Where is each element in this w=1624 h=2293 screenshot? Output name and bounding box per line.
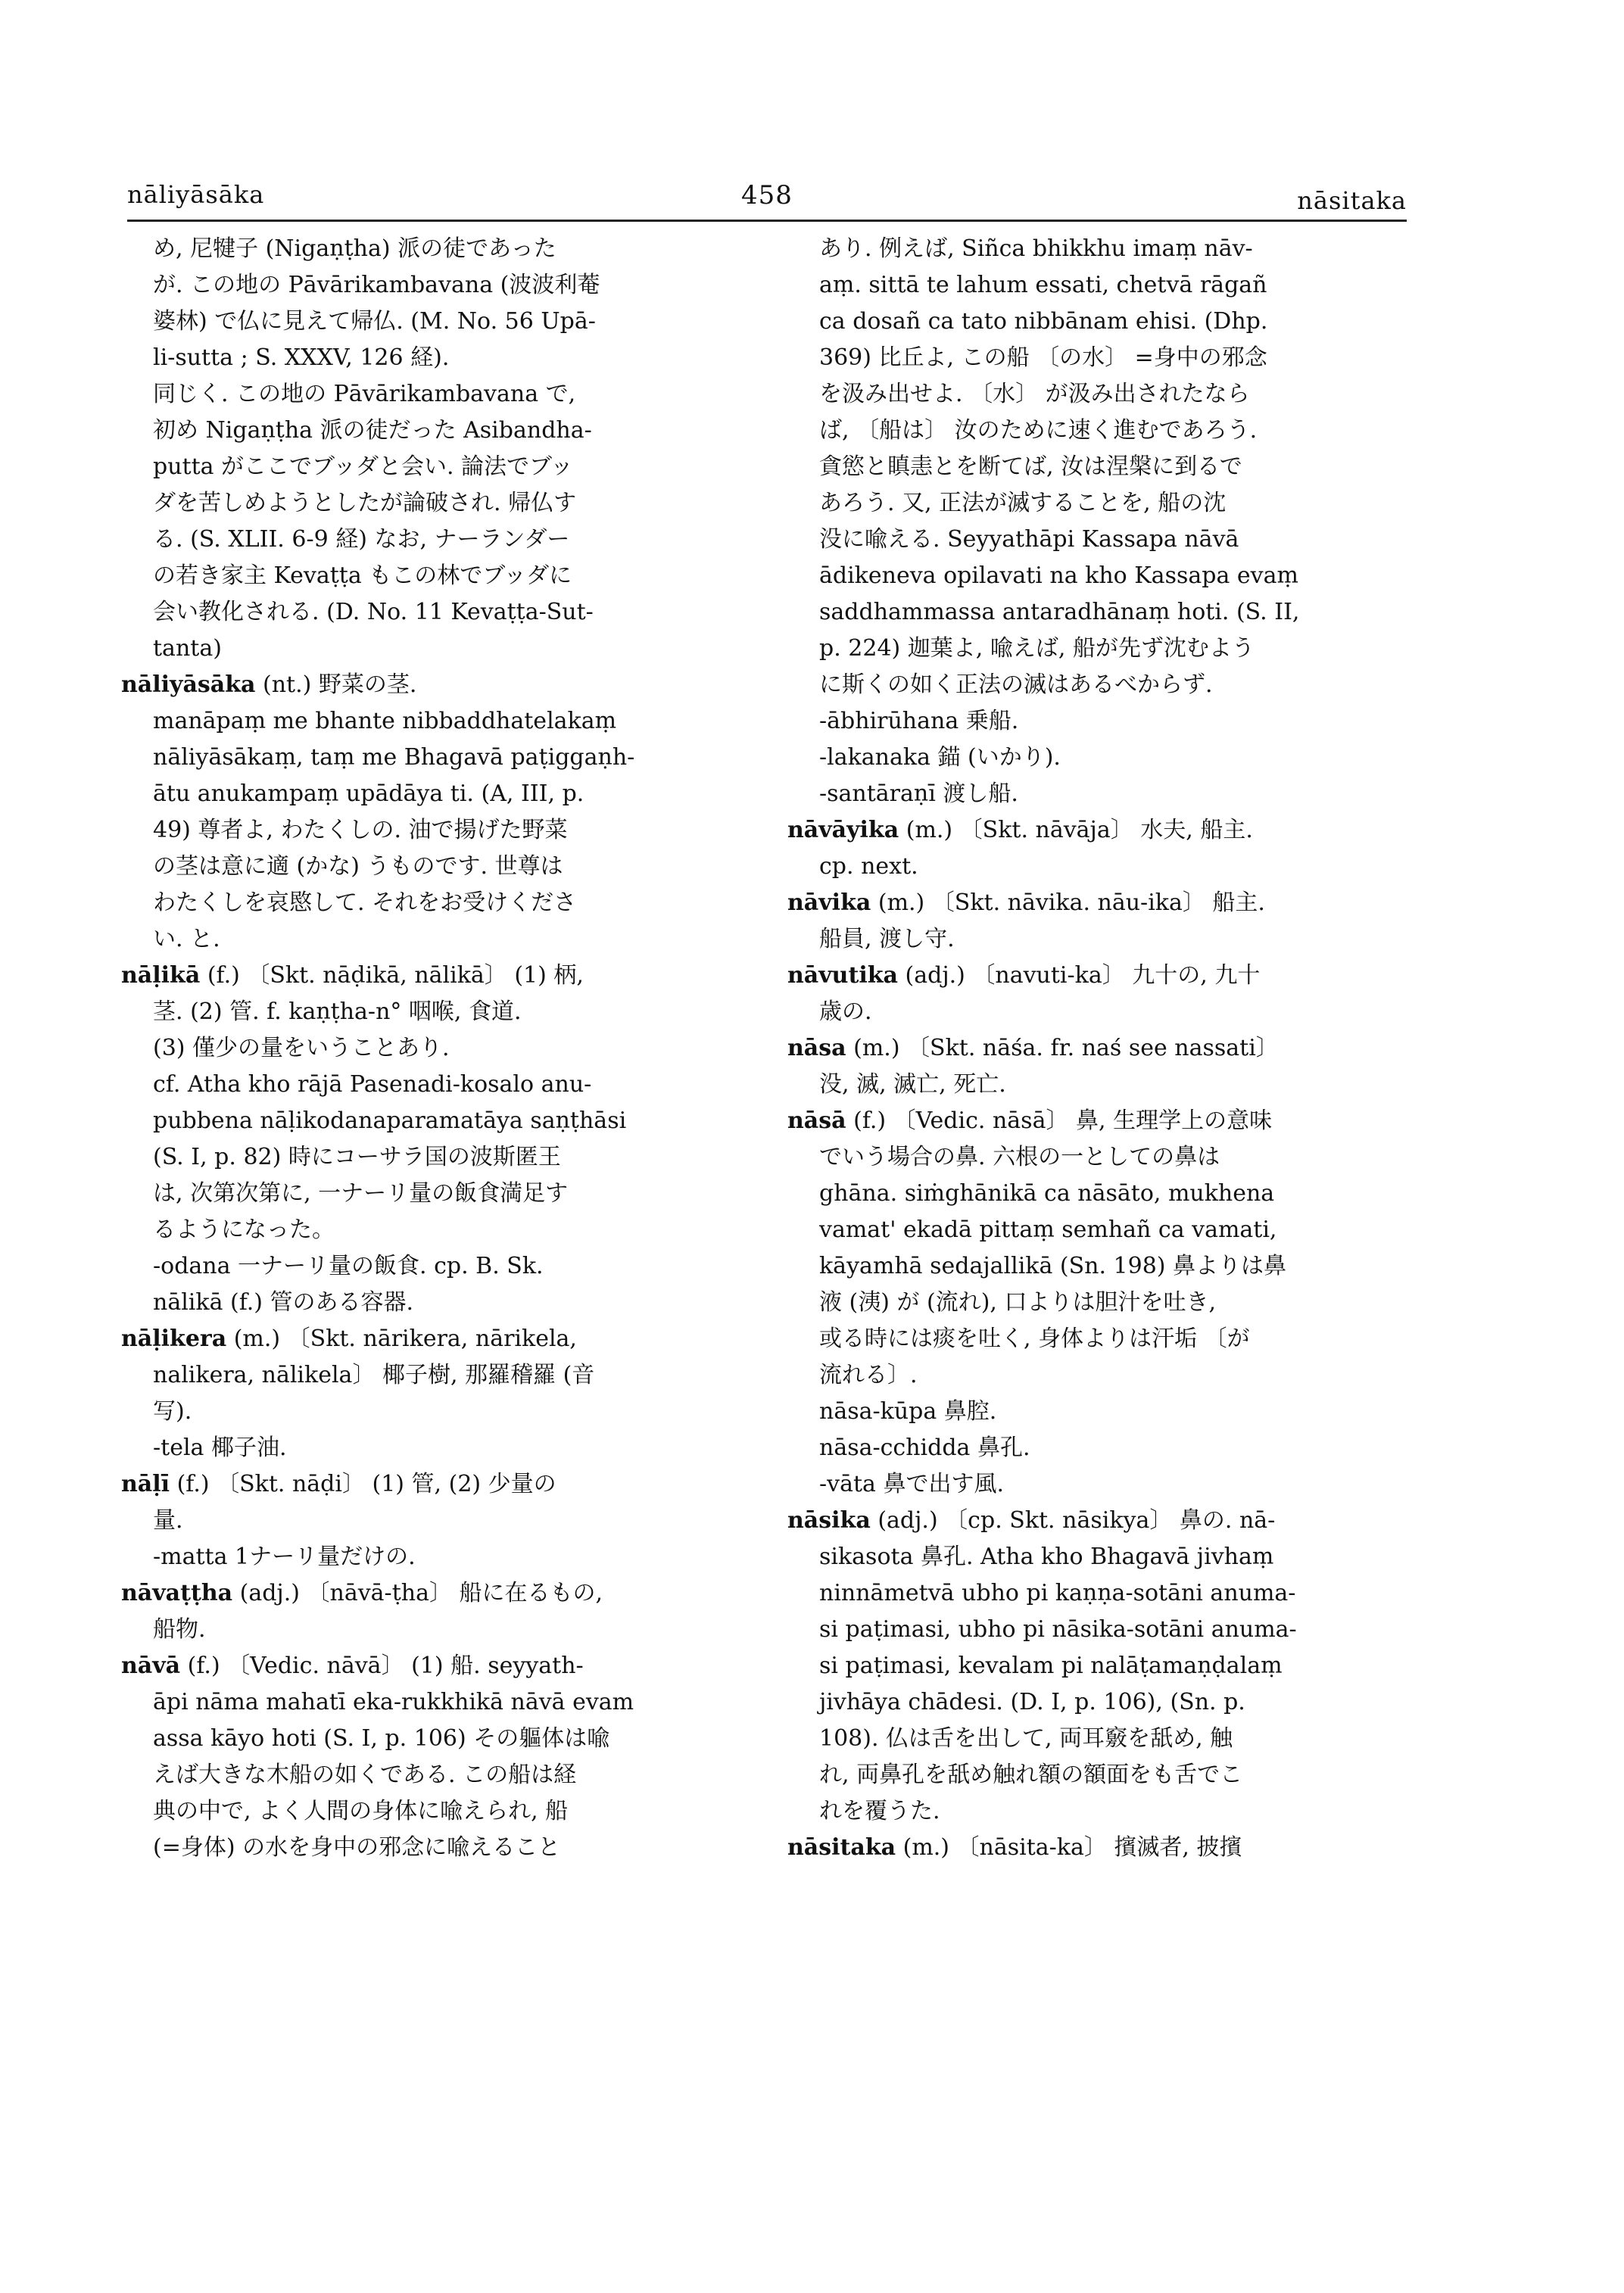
entry-line bbox=[787, 449, 1401, 485]
entry-text: 船物. bbox=[153, 1616, 206, 1643]
entry-text: 没に喩える. Seyyathāpi Kassapa nāvā bbox=[819, 526, 1239, 553]
entry-line bbox=[121, 1684, 734, 1721]
dictionary-entry bbox=[121, 958, 734, 1321]
entry-text: p. 224) 迦葉よ, 喩えば, 船が先ず沈むよう bbox=[819, 635, 1255, 662]
entry-line bbox=[787, 304, 1401, 340]
entry-text: 量. bbox=[153, 1507, 183, 1534]
entry-line bbox=[121, 1248, 734, 1285]
entry-line bbox=[787, 1067, 1401, 1103]
headword: nāsitaka bbox=[787, 1834, 896, 1861]
entry-line bbox=[121, 740, 734, 776]
entry-text: 船員, 渡し守. bbox=[819, 926, 955, 952]
entry-line bbox=[121, 921, 734, 958]
entry-line bbox=[787, 1648, 1401, 1684]
entry-text: -matta 1ナーリ量だけの. bbox=[153, 1544, 416, 1570]
entry-line bbox=[121, 413, 734, 449]
entry-text: (nt.) 野菜の茎. bbox=[263, 671, 417, 698]
entry-line bbox=[121, 1503, 734, 1539]
entry-line bbox=[787, 1394, 1401, 1430]
entry-line bbox=[787, 1321, 1401, 1357]
running-head-left: nāliyāsāka bbox=[127, 180, 265, 209]
entry-text: あり. 例えば, Siñca bhikkhu imaṃ nāv- bbox=[819, 235, 1253, 262]
headword: nāsā bbox=[787, 1108, 846, 1134]
entry-text: nalikera, nālikela〕 椰子樹, 那羅稽羅 (音 bbox=[153, 1362, 595, 1388]
entry-text: manāpaṃ me bhante nibbaddhatelakaṃ bbox=[153, 708, 617, 734]
entry-text: い. と. bbox=[153, 926, 220, 952]
entry-line bbox=[121, 267, 734, 304]
entry-text: れを覆うた. bbox=[819, 1798, 940, 1824]
entry-text: わたくしを哀愍して. それをお受けくださ bbox=[153, 889, 577, 916]
entry-line bbox=[787, 631, 1401, 667]
entry-text: 会い教化される. (D. No. 11 Kevaṭṭa-Sut- bbox=[153, 599, 594, 625]
entry-line bbox=[121, 1212, 734, 1248]
entry-text: の茎は意に適 (かな) うものです. 世尊は bbox=[153, 853, 563, 880]
entry-text: ダを苦しめようとしたが論破され. 帰仏す bbox=[153, 490, 577, 516]
entry-line bbox=[787, 1466, 1401, 1503]
entry-line bbox=[121, 776, 734, 812]
headword: nāsa bbox=[787, 1035, 846, 1061]
entry-line bbox=[787, 1539, 1401, 1575]
entry-text: (=身体) の水を身中の邪念に喩えること bbox=[153, 1834, 561, 1861]
entry-text: (adj.) 〔navuti-ka〕 九十の, 九十 bbox=[905, 962, 1261, 989]
entry-text: 没, 滅, 滅亡, 死亡. bbox=[819, 1071, 1006, 1098]
headword: nāvaṭṭha bbox=[121, 1580, 233, 1606]
entry-line bbox=[121, 376, 734, 413]
entry-text: 108). 仏は舌を出して, 両耳竅を舐め, 触 bbox=[819, 1725, 1233, 1752]
entry-line bbox=[121, 667, 734, 703]
entry-line bbox=[787, 522, 1401, 558]
entry-line bbox=[787, 1793, 1401, 1830]
entry-line bbox=[121, 1103, 734, 1139]
entry-line bbox=[121, 594, 734, 631]
entry-text: -vāta 鼻で出す風. bbox=[819, 1471, 1004, 1497]
entry-text: -odana 一ナーリ量の飯食. cp. B. Sk. bbox=[153, 1253, 544, 1279]
entry-text: si paṭimasi, kevalam pi nalāṭamaṇḍalaṃ bbox=[819, 1653, 1283, 1679]
entry-text: を汲み出せよ. 〔水〕 が汲み出されたなら bbox=[819, 381, 1250, 407]
entry-text: (f.) 〔Vedic. nāvā〕 (1) 船. seyyath- bbox=[187, 1653, 584, 1679]
entry-text: 初め Nigaṇṭha 派の徒だった Asibandha- bbox=[153, 417, 592, 444]
entry-text: (m.) 〔nāsita-ka〕 擯滅者, 披擯 bbox=[902, 1834, 1242, 1861]
entry-text: (S. I, p. 82) 時にコーサラ国の波斯匿王 bbox=[153, 1144, 561, 1170]
entry-line bbox=[787, 376, 1401, 413]
dictionary-entry bbox=[121, 1575, 734, 1648]
dictionary-entry bbox=[121, 231, 734, 667]
right-column bbox=[787, 231, 1401, 1866]
entry-line bbox=[121, 1030, 734, 1067]
entry-line bbox=[787, 994, 1401, 1030]
entry-line bbox=[121, 304, 734, 340]
left-column bbox=[121, 231, 734, 1866]
entry-text: (adj.) 〔cp. Skt. nāsikya〕 鼻の. nā- bbox=[877, 1507, 1276, 1534]
entry-line bbox=[787, 1139, 1401, 1176]
entry-text: si paṭimasi, ubho pi nāsika-sotāni anuma- bbox=[819, 1616, 1297, 1643]
entry-line bbox=[121, 1357, 734, 1394]
entry-text: nāsa-cchidda 鼻孔. bbox=[819, 1435, 1030, 1461]
entry-text: は, 次第次第に, 一ナーリ量の飯食満足す bbox=[153, 1180, 569, 1207]
entry-text: -lakanaka 錨 (いかり). bbox=[819, 744, 1061, 771]
entry-text: 婆林) で仏に見えて帰仏. (M. No. 56 Upā- bbox=[153, 308, 596, 335]
headword: nāvutika bbox=[787, 962, 898, 989]
entry-line bbox=[787, 740, 1401, 776]
entry-line bbox=[787, 413, 1401, 449]
entry-line bbox=[787, 776, 1401, 812]
entry-text: (m.) 〔Skt. nāśa. fr. naś see nassati〕 bbox=[853, 1035, 1279, 1061]
entry-text: るようになった。 bbox=[153, 1217, 335, 1243]
entry-line bbox=[787, 485, 1401, 522]
entry-line bbox=[121, 703, 734, 740]
entry-line bbox=[787, 667, 1401, 703]
dictionary-entry bbox=[121, 1321, 734, 1466]
entry-text: saddhammassa antaradhānaṃ hoti. (S. II, bbox=[819, 599, 1300, 625]
entry-line bbox=[787, 703, 1401, 740]
entry-text: nāsa-kūpa 鼻腔. bbox=[819, 1398, 997, 1425]
entry-text: ば, 〔船は〕 汝のために速く進むであろう. bbox=[819, 417, 1258, 444]
entry-text: tanta) bbox=[153, 635, 222, 662]
entry-line bbox=[121, 958, 734, 994]
dictionary-entry bbox=[787, 958, 1401, 1030]
entry-line bbox=[121, 849, 734, 885]
entry-line bbox=[121, 1321, 734, 1357]
entry-line bbox=[121, 449, 734, 485]
entry-text: (m.) 〔Skt. nāvāja〕 水夫, 船主. bbox=[906, 817, 1253, 843]
entry-line bbox=[787, 1285, 1401, 1321]
entry-text: れ, 両鼻孔を舐め触れ額の額面をも舌でこ bbox=[819, 1762, 1243, 1788]
entry-line bbox=[121, 522, 734, 558]
entry-text: が. この地の Pāvārikambavana (波波利菴 bbox=[153, 272, 600, 298]
entry-text: nālikā (f.) 管のある容器. bbox=[153, 1289, 414, 1316]
headword: nāvāyika bbox=[787, 817, 899, 843]
dictionary-entry bbox=[787, 1503, 1401, 1830]
entry-text: ghāna. siṁghānikā ca nāsāto, mukhena bbox=[819, 1180, 1275, 1207]
entry-line bbox=[121, 994, 734, 1030]
dictionary-entry bbox=[121, 1648, 734, 1866]
dictionary-entry bbox=[121, 667, 734, 958]
headword: nāsika bbox=[787, 1507, 871, 1534]
entry-line bbox=[121, 1285, 734, 1321]
entry-text: āpi nāma mahatī eka-rukkhikā nāvā evam bbox=[153, 1689, 634, 1715]
entry-line bbox=[787, 1176, 1401, 1212]
entry-line bbox=[121, 340, 734, 376]
entry-line bbox=[121, 812, 734, 849]
headword: nāliyāsāka bbox=[121, 671, 256, 698]
entry-text: (adj.) 〔nāvā-ṭha〕 船に在るもの, bbox=[239, 1580, 603, 1606]
dictionary-entry bbox=[787, 1830, 1401, 1866]
entry-line bbox=[787, 1684, 1401, 1721]
entry-line bbox=[121, 1757, 734, 1793]
entry-line bbox=[121, 1830, 734, 1866]
entry-line bbox=[787, 849, 1401, 885]
header-rule bbox=[127, 220, 1407, 222]
entry-line bbox=[121, 1430, 734, 1466]
entry-line bbox=[787, 1612, 1401, 1648]
entry-line bbox=[121, 1139, 734, 1176]
entry-line bbox=[787, 921, 1401, 958]
entry-text: (f.) 〔Skt. nāḍi〕 (1) 管, (2) 少量の bbox=[176, 1471, 556, 1497]
entry-text: cp. next. bbox=[819, 853, 918, 880]
entry-text: ninnāmetvā ubho pi kaṇṇa-sotāni anuma- bbox=[819, 1580, 1296, 1606]
entry-line bbox=[787, 1030, 1401, 1067]
entry-text: 典の中で, よく人間の身体に喩えられ, 船 bbox=[153, 1798, 569, 1824]
entry-line bbox=[787, 1357, 1401, 1394]
entry-text: nāliyāsākaṃ, taṃ me Bhagavā paṭiggaṇh- bbox=[153, 744, 635, 771]
dictionary-entry bbox=[121, 1466, 734, 1575]
headword: nāḷikera bbox=[121, 1326, 227, 1352]
running-head bbox=[127, 180, 1407, 215]
entry-line bbox=[121, 1793, 734, 1830]
entry-text: 茎. (2) 管. f. kaṇṭha-n° 咽喉, 食道. bbox=[153, 999, 522, 1025]
entry-line bbox=[121, 885, 734, 921]
entry-text: め, 尼犍子 (Nigaṇṭha) 派の徒であった bbox=[153, 235, 556, 262]
entry-line bbox=[121, 1466, 734, 1503]
dictionary-entry bbox=[787, 812, 1401, 885]
entry-text: 貪慾と瞋恚とを断てば, 汝は涅槃に到るで bbox=[819, 453, 1242, 480]
entry-line bbox=[787, 1430, 1401, 1466]
entry-line bbox=[787, 1103, 1401, 1139]
entry-text: の若き家主 Kevaṭṭa もこの林でブッダに bbox=[153, 562, 572, 589]
entry-text: えば大きな木船の如くである. この船は経 bbox=[153, 1762, 577, 1788]
entry-text: putta がここでブッダと会い. 論法でブッ bbox=[153, 453, 573, 480]
entry-text: assa kāyo hoti (S. I, p. 106) その軀体は喩 bbox=[153, 1725, 610, 1752]
entry-line bbox=[787, 231, 1401, 267]
entry-line bbox=[787, 594, 1401, 631]
entry-line bbox=[121, 1539, 734, 1575]
entry-line bbox=[787, 340, 1401, 376]
entry-text: ca dosañ ca tato nibbānam ehisi. (Dhp. bbox=[819, 308, 1268, 335]
entry-line bbox=[787, 1212, 1401, 1248]
entry-text: (f.) 〔Vedic. nāsā〕 鼻, 生理学上の意味 bbox=[853, 1108, 1273, 1134]
entry-text: ātu anukampaṃ upādāya ti. (A, III, p. bbox=[153, 780, 584, 807]
dictionary-entry bbox=[787, 885, 1401, 958]
headword: nāvika bbox=[787, 889, 871, 916]
dictionary-entry bbox=[787, 1030, 1401, 1103]
entry-line bbox=[121, 1067, 734, 1103]
entry-text: -santāraṇī 渡し船. bbox=[819, 780, 1018, 807]
headword: nāvā bbox=[121, 1653, 181, 1679]
entry-text: 写). bbox=[153, 1398, 192, 1425]
entry-text: 歳の. bbox=[819, 999, 872, 1025]
entry-line bbox=[121, 1176, 734, 1212]
entry-text: る. (S. XLII. 6-9 経) なお, ナーランダー bbox=[153, 526, 570, 553]
entry-line bbox=[787, 1830, 1401, 1866]
entry-line bbox=[787, 1721, 1401, 1757]
entry-text: (m.) 〔Skt. nārikera, nārikela, bbox=[233, 1326, 577, 1352]
headword: nāḷikā bbox=[121, 962, 201, 989]
entry-line bbox=[787, 1248, 1401, 1285]
entry-line bbox=[787, 885, 1401, 921]
entry-line bbox=[121, 1648, 734, 1684]
entry-line bbox=[121, 558, 734, 594]
entry-text: ādikeneva opilavati na kho Kassapa evaṃ bbox=[819, 562, 1298, 589]
entry-text: jivhāya chādesi. (D. I, p. 106), (Sn. p. bbox=[819, 1689, 1245, 1715]
dictionary-entry bbox=[787, 231, 1401, 812]
entry-line bbox=[787, 1757, 1401, 1793]
entry-line bbox=[787, 958, 1401, 994]
entry-text: 流れる〕. bbox=[819, 1362, 918, 1388]
entry-text: (3) 僅少の量をいうことあり. bbox=[153, 1035, 450, 1061]
entry-text: 同じく. この地の Pāvārikambavana で, bbox=[153, 381, 576, 407]
entry-line bbox=[121, 1394, 734, 1430]
entry-line bbox=[121, 485, 734, 522]
dictionary-entry bbox=[787, 1103, 1401, 1503]
entry-text: pubbena nāḷikodanaparamatāya saṇṭhāsi bbox=[153, 1108, 627, 1134]
entry-line bbox=[787, 267, 1401, 304]
entry-line bbox=[121, 1721, 734, 1757]
entry-text: (m.) 〔Skt. nāvika. nāu-ika〕 船主. bbox=[877, 889, 1265, 916]
entry-line bbox=[121, 1612, 734, 1648]
entry-line bbox=[121, 231, 734, 267]
entry-line bbox=[787, 1575, 1401, 1612]
entry-line bbox=[787, 558, 1401, 594]
entry-line bbox=[121, 1575, 734, 1612]
entry-text: 49) 尊者よ, わたくしの. 油で揚げた野菜 bbox=[153, 817, 568, 843]
headword: nāḷī bbox=[121, 1471, 170, 1497]
entry-line bbox=[121, 631, 734, 667]
entry-text: cf. Atha kho rājā Pasenadi-kosalo anu- bbox=[153, 1071, 592, 1098]
entry-text: kāyamhā sedajallikā (Sn. 198) 鼻よりは鼻 bbox=[819, 1253, 1287, 1279]
entry-text: 或る時には痰を吐く, 身体よりは汗垢 〔が bbox=[819, 1326, 1250, 1352]
entry-text: vamat' ekadā pittaṃ semhañ ca vamati, bbox=[819, 1217, 1277, 1243]
entry-text: (f.) 〔Skt. nāḍikā, nālikā〕 (1) 柄, bbox=[207, 962, 584, 989]
entry-text: sikasota 鼻孔. Atha kho Bhagavā jivhaṃ bbox=[819, 1544, 1274, 1570]
entry-text: aṃ. sittā te lahum essati, chetvā rāgañ bbox=[819, 272, 1267, 298]
running-head-right: nāsitaka bbox=[1297, 186, 1407, 215]
entry-line bbox=[787, 812, 1401, 849]
entry-text: -ābhirūhana 乗船. bbox=[819, 708, 1019, 734]
entry-text: 液 (洟) が (流れ), 口よりは胆汁を吐き, bbox=[819, 1289, 1217, 1316]
entry-text: でいう場合の鼻. 六根の一としての鼻は bbox=[819, 1144, 1220, 1170]
page-number: 458 bbox=[741, 180, 793, 210]
entry-text: 369) 比丘よ, この船 〔の水〕 =身中の邪念 bbox=[819, 344, 1267, 371]
entry-text: あろう. 又, 正法が滅することを, 船の沈 bbox=[819, 490, 1227, 516]
entry-text: に斯くの如く正法の滅はあるべからず. bbox=[819, 671, 1213, 698]
entry-text: -tela 椰子油. bbox=[153, 1435, 287, 1461]
entry-line bbox=[787, 1503, 1401, 1539]
entry-text: li-sutta ; S. XXXV, 126 経). bbox=[153, 344, 450, 371]
